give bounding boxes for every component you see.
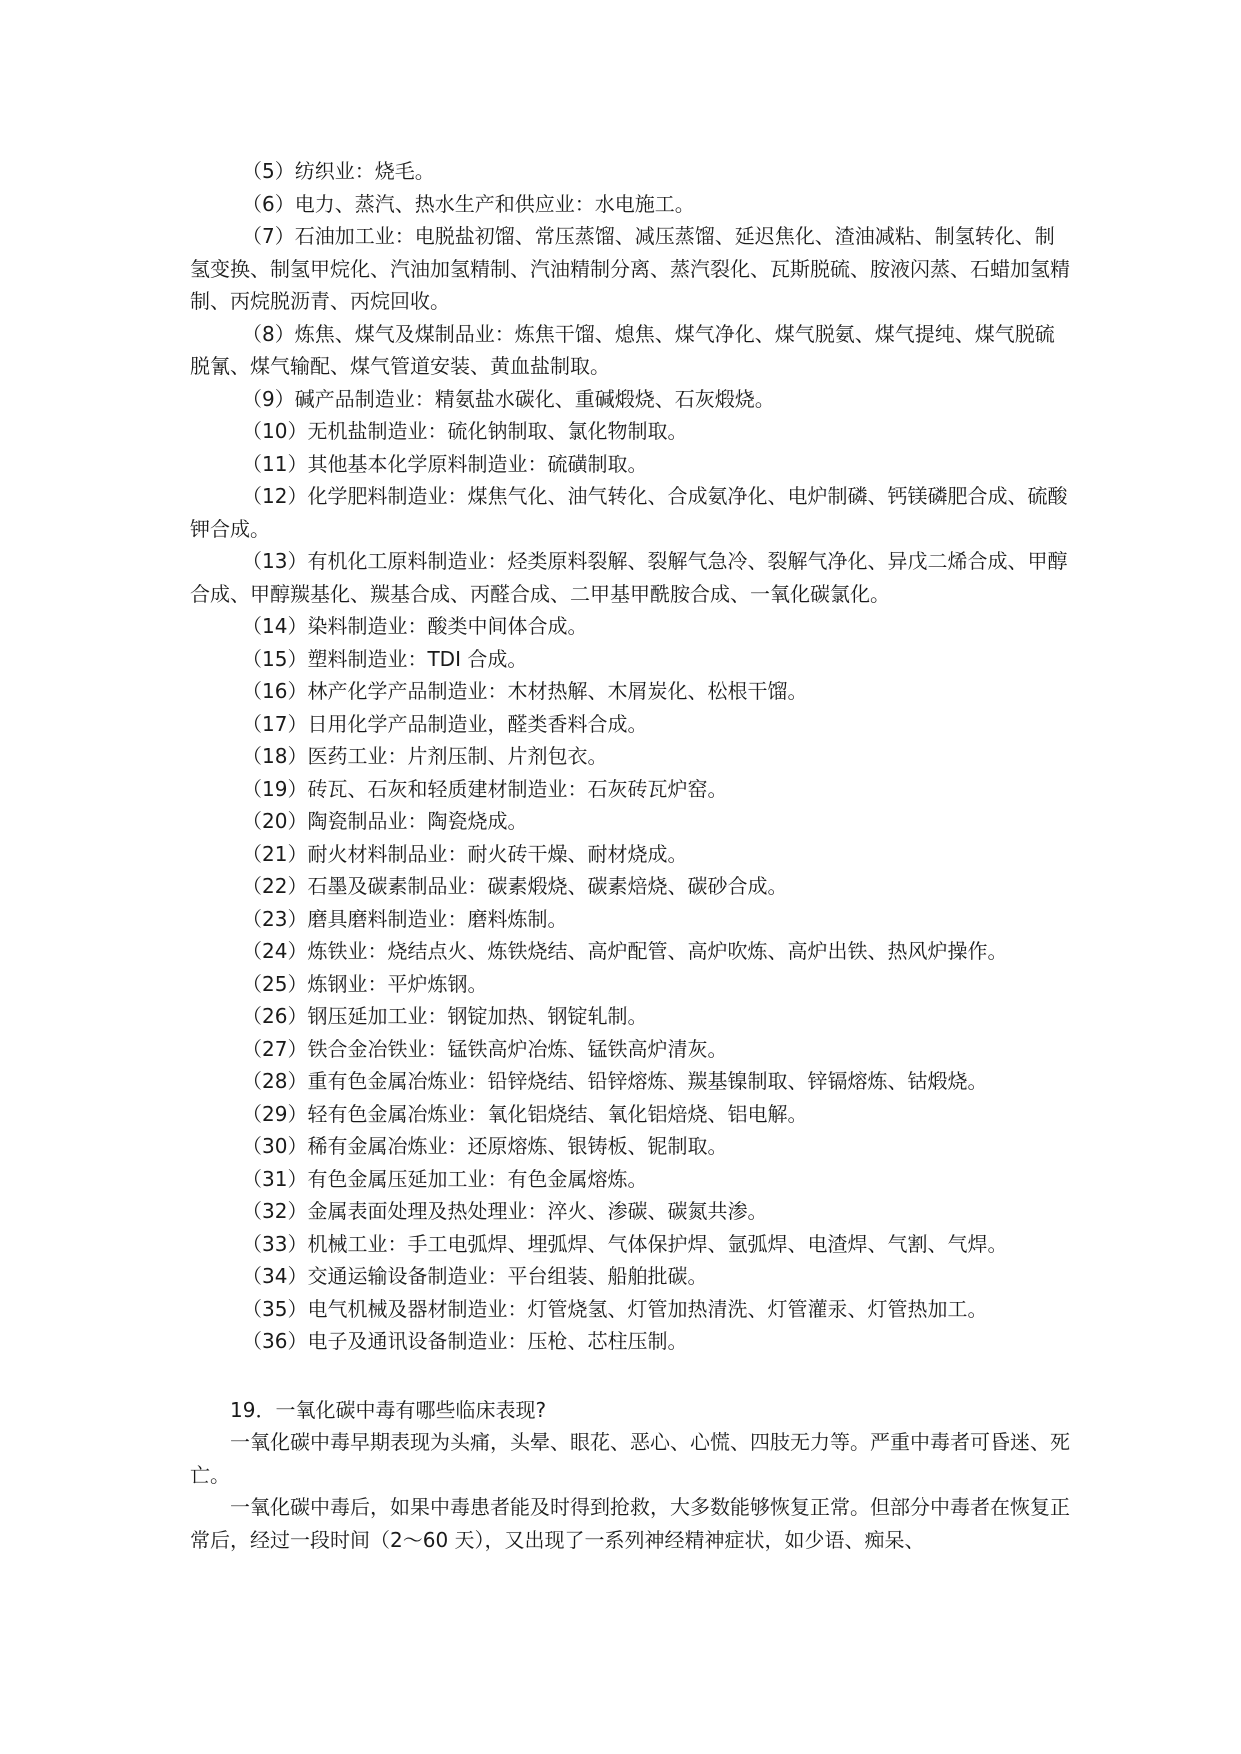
list-item: （17）日用化学产品制造业，醛类香料合成。	[242, 711, 648, 736]
list-item: （22）石墨及碳素制品业：碳素煅烧、碳素焙烧、碳砂合成。	[242, 874, 788, 898]
list-item: （6）电力、蒸汽、热水生产和供应业：水电施工。	[242, 191, 695, 216]
list-item: （8）炼焦、煤气及煤制品业：炼焦干馏、熄焦、煤气净化、煤气脱氨、煤气提纯、煤气脱硫脱氰、煤气输配、煤气管道安装、黄血盐制取。	[190, 321, 1055, 378]
list-item: （13）有机化工原料制造业：烃类原料裂解、裂解气急冷、裂解气净化、异戊二烯合成、甲醇合成、甲醇羰基化、羰基合成、丙醛合成、二甲基甲酰胺合成、一氧化碳氯化。	[190, 549, 1068, 606]
answer-paragraph: 一氧化碳中毒早期表现为头痛，头晕、眼花、恶心、心慌、四肢无力等。严重中毒者可昏迷、死亡。	[190, 1430, 1070, 1487]
question-heading: 19．一氧化碳中毒有哪些临床表现?	[230, 1397, 547, 1422]
list-item: （24）炼铁业：烧结点火、炼铁烧结、高炉配管、高炉吹炼、高炉出铁、热风炉操作。	[242, 939, 1008, 963]
list-item: （31）有色金属压延加工业：有色金属熔炼。	[242, 1166, 648, 1191]
list-item: （35）电气机械及器材制造业：灯管烧氢、灯管加热清洗、灯管灌汞、灯管热加工。	[242, 1296, 988, 1321]
list-item: （7）石油加工业：电脱盐初馏、常压蒸馏、减压蒸馏、延迟焦化、渣油减粘、制氢转化、制氢变换、制氢甲烷化、汽油加氢精制、汽油精制分离、蒸汽裂化、瓦斯脱硫、胺液闪蒸、石蜡加氢精制、丙烷脱沥青、丙烷回收。	[190, 224, 1070, 313]
list-item: （12）化学肥料制造业：煤焦气化、油气转化、合成氨净化、电炉制磷、钙镁磷肥合成、硫酸钾合成。	[190, 484, 1068, 541]
list-item: （9）碱产品制造业：精氨盐水碳化、重碱煅烧、石灰煅烧。	[242, 386, 775, 411]
list-item: （27）铁合金冶铁业：锰铁高炉冶炼、锰铁高炉清灰。	[242, 1036, 728, 1061]
list-item: （11）其他基本化学原料制造业：硫磺制取。	[242, 451, 648, 476]
list-item: （36）电子及通讯设备制造业：压枪、芯柱压制。	[242, 1329, 688, 1353]
list-item: （30）稀有金属冶炼业：还原熔炼、银铸板、铌制取。	[242, 1134, 728, 1158]
list-item: （18）医药工业：片剂压制、片剂包衣。	[242, 744, 608, 768]
list-item: （20）陶瓷制品业：陶瓷烧成。	[242, 809, 528, 833]
list-item: （16）林产化学产品制造业：木材热解、木屑炭化、松根干馏。	[242, 679, 808, 703]
list-item: （34）交通运输设备制造业：平台组装、船舶批碳。	[242, 1264, 708, 1288]
list-item: （32）金属表面处理及热处理业：淬火、渗碳、碳氮共渗。	[242, 1199, 768, 1223]
list-item: （28）重有色金属冶炼业：铅锌烧结、铅锌熔炼、羰基镍制取、锌镉熔炼、钴煅烧。	[242, 1069, 988, 1093]
list-item: （21）耐火材料制品业：耐火砖干燥、耐材烧成。	[242, 841, 688, 866]
list-item: （10）无机盐制造业：硫化钠制取、氯化物制取。	[242, 419, 688, 443]
list-item: （25）炼钢业：平炉炼钢。	[242, 971, 488, 996]
list-item: （23）磨具磨料制造业：磨料炼制。	[242, 906, 568, 931]
list-item: （5）纺织业：烧毛。	[242, 159, 435, 183]
list-item: （29）轻有色金属冶炼业：氧化铝烧结、氧化铝焙烧、铝电解。	[242, 1101, 808, 1126]
list-item: （26）钢压延加工业：钢锭加热、钢锭轧制。	[242, 1004, 648, 1028]
page-content	[190, 155, 1070, 1556]
section-gap	[190, 1358, 1070, 1394]
industry-list	[190, 155, 1070, 1358]
answer-paragraph: 一氧化碳中毒后，如果中毒患者能及时得到抢救，大多数能够恢复正常。但部分中毒者在恢复正常后，经过一段时间（2～60 天），又出现了一系列神经精神症状，如少语、痴呆、	[190, 1495, 1070, 1552]
list-item: （15）塑料制造业：TDI 合成。	[242, 646, 528, 671]
list-item: （14）染料制造业：酸类中间体合成。	[242, 614, 588, 638]
list-item: （33）机械工业：手工电弧焊、埋弧焊、气体保护焊、氩弧焊、电渣焊、气割、气焊。	[242, 1231, 1008, 1256]
list-item: （19）砖瓦、石灰和轻质建材制造业：石灰砖瓦炉窑。	[242, 776, 728, 801]
